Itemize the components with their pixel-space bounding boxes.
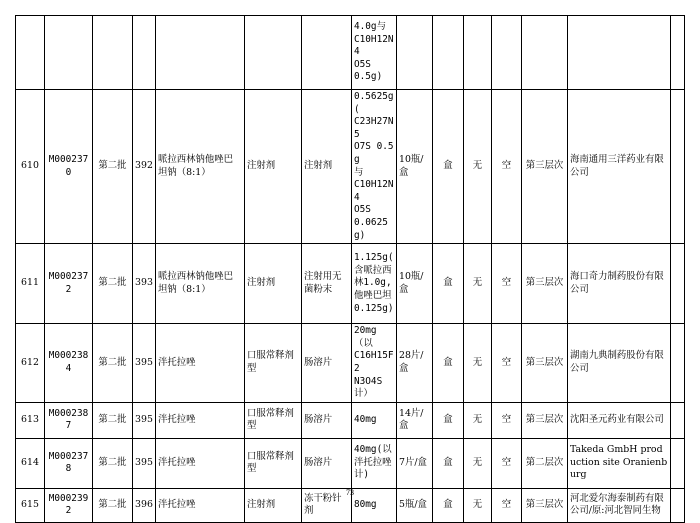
table-row [16,90,685,244]
package-cell: 28片/盒 [397,324,433,403]
spec-line: 他唑巴坦 [354,289,392,301]
spec-line: O5S [354,58,371,70]
batch-cell: 第二批 [93,488,133,522]
batch-cell: 第二批 [93,438,133,488]
product-code-cell: M0002378 [45,438,93,488]
package-cell: 7片/盒 [397,438,433,488]
product-code-cell: M0002370 [45,90,93,244]
flag-cell: 空 [492,90,522,244]
flag-cell: 空 [492,488,522,522]
formulation-cell: 注射用无菌粉末 [302,244,352,324]
dosage-form-cell: 注射剂 [245,488,302,522]
package-cell: 5瓶/盒 [397,488,433,522]
manufacturer-cell: 沈阳圣元药业有限公司 [568,402,671,438]
catalog-number-cell [133,16,156,90]
level-cell: 第二层次 [522,438,568,488]
seq-cell: 613 [16,402,45,438]
trailing-cell [671,16,685,90]
flag-cell: 空 [492,324,522,403]
drug-name-cell: 哌拉西林钠他唑巴坦钠（8:1） [156,90,245,244]
spec-line: 20mg（以 [354,325,377,349]
unit-cell: 盒 [433,324,464,403]
trailing-cell [671,324,685,403]
unit-cell: 盒 [433,244,464,324]
spec-line: 40mg(以 [354,444,392,456]
formulation-cell: 注射剂 [302,90,352,244]
catalog-number-cell: 395 [133,402,156,438]
formulation-cell: 肠溶片 [302,438,352,488]
catalog-number-cell: 392 [133,90,156,244]
table-row [16,438,685,488]
flag-cell [492,16,522,90]
manufacturer-cell: 海南通用三洋药业有限公司 [568,90,671,244]
unit-cell [433,16,464,90]
seq-cell: 614 [16,438,45,488]
trailing-cell [671,402,685,438]
spec-line: 计） [354,388,373,400]
spec-line: 泮托拉唑 [354,456,392,468]
flag-cell: 无 [464,324,492,403]
dosage-form-cell: 注射剂 [245,90,302,244]
formulation-cell: 冻干粉针剂 [302,488,352,522]
drug-catalog-table [15,15,685,523]
spec-line: C10H12N4 [354,179,394,203]
batch-cell: 第二批 [93,244,133,324]
product-code-cell: M0002372 [45,244,93,324]
flag-cell: 无 [464,488,492,522]
dosage-form-cell: 口服常释剂型 [245,438,302,488]
dosage-form-cell: 口服常释剂型 [245,324,302,403]
specification-cell [352,16,397,90]
spec-line: 计) [354,469,370,481]
level-cell: 第三层次 [522,90,568,244]
spec-line: 0.5625g( [354,91,394,115]
drug-name-cell: 泮托拉唑 [156,438,245,488]
flag-cell: 空 [492,402,522,438]
trailing-cell [671,438,685,488]
unit-cell: 盒 [433,438,464,488]
table-row [16,402,685,438]
package-cell: 14片/盒 [397,402,433,438]
dosage-form-cell: 注射剂 [245,244,302,324]
table-body [16,16,685,523]
spec-line: 与 [354,166,364,178]
specification-cell [352,438,397,488]
manufacturer-cell: 海口奇力制药股份有限公司 [568,244,671,324]
seq-cell: 611 [16,244,45,324]
formulation-cell: 肠溶片 [302,324,352,403]
unit-cell: 盒 [433,90,464,244]
spec-line: 林1.0g, [354,277,392,289]
drug-name-cell: 泮托拉唑 [156,488,245,522]
spec-line: C23H27N5 [354,116,394,140]
level-cell: 第三层次 [522,402,568,438]
specification-cell [352,90,397,244]
flag-cell: 无 [464,438,492,488]
spec-line: 0.0625g) [354,216,388,241]
flag-cell: 无 [464,402,492,438]
manufacturer-cell: 湖南九典制药股份有限公司 [568,324,671,403]
seq-cell: 612 [16,324,45,403]
batch-cell: 第二批 [93,90,133,244]
package-cell: 10瓶/盒 [397,244,433,324]
level-cell: 第三层次 [522,324,568,403]
flag-cell: 空 [492,244,522,324]
catalog-number-cell: 393 [133,244,156,324]
unit-cell: 盒 [433,488,464,522]
product-code-cell: M0002392 [45,488,93,522]
level-cell: 第三层次 [522,488,568,522]
spec-line: 4.0g与 [354,21,386,33]
product-code-cell [45,16,93,90]
package-cell [397,16,433,90]
seq-cell: 615 [16,488,45,522]
spec-line: 1.125g( [354,252,394,264]
table-row [16,244,685,324]
seq-cell [16,16,45,90]
flag-cell [464,16,492,90]
manufacturer-cell: Takeda GmbH production site Oranienburg [568,438,671,488]
batch-cell: 第二批 [93,402,133,438]
seq-cell: 610 [16,90,45,244]
batch-cell: 第二批 [93,324,133,403]
drug-name-cell: 哌拉西林钠他唑巴坦钠（8:1） [156,244,245,324]
spec-line: N3O4S [354,375,383,387]
table-row [16,16,685,90]
formulation-cell [302,16,352,90]
catalog-number-cell: 395 [133,324,156,403]
flag-cell: 空 [492,438,522,488]
trailing-cell [671,244,685,324]
catalog-number-cell: 396 [133,488,156,522]
flag-cell: 无 [464,90,492,244]
dosage-form-cell: 口服常释剂型 [245,402,302,438]
spec-line: O5S [354,204,371,216]
level-cell: 第三层次 [522,244,568,324]
spec-line: 0.125g) [354,302,394,314]
catalog-number-cell: 395 [133,438,156,488]
spec-line: 80mg [354,498,377,510]
spec-line: 含哌拉西 [354,264,392,276]
trailing-cell [671,90,685,244]
product-code-cell: M0002387 [45,402,93,438]
spec-line: O7S 0.5g [354,141,394,165]
drug-name-cell [156,16,245,90]
package-cell: 10瓶/盒 [397,90,433,244]
batch-cell [93,16,133,90]
dosage-form-cell [245,16,302,90]
flag-cell: 无 [464,244,492,324]
product-code-cell: M0002384 [45,324,93,403]
manufacturer-cell: 河北爱尔海泰制药有限公司/原:河北智同生物 [568,488,671,522]
specification-cell [352,244,397,324]
formulation-cell: 肠溶片 [302,402,352,438]
spec-line: C16H15F2 [354,350,394,374]
drug-name-cell: 泮托拉唑 [156,402,245,438]
level-cell [522,16,568,90]
drug-name-cell: 泮托拉唑 [156,324,245,403]
specification-cell [352,324,397,403]
manufacturer-cell [568,16,671,90]
spec-line: 40mg [354,413,377,425]
spec-line: 0.5g) [354,71,383,83]
spec-line: C10H12N4 [354,33,394,58]
unit-cell: 盒 [433,402,464,438]
specification-cell [352,402,397,438]
page-number: 73 [346,488,354,497]
table-row [16,324,685,403]
